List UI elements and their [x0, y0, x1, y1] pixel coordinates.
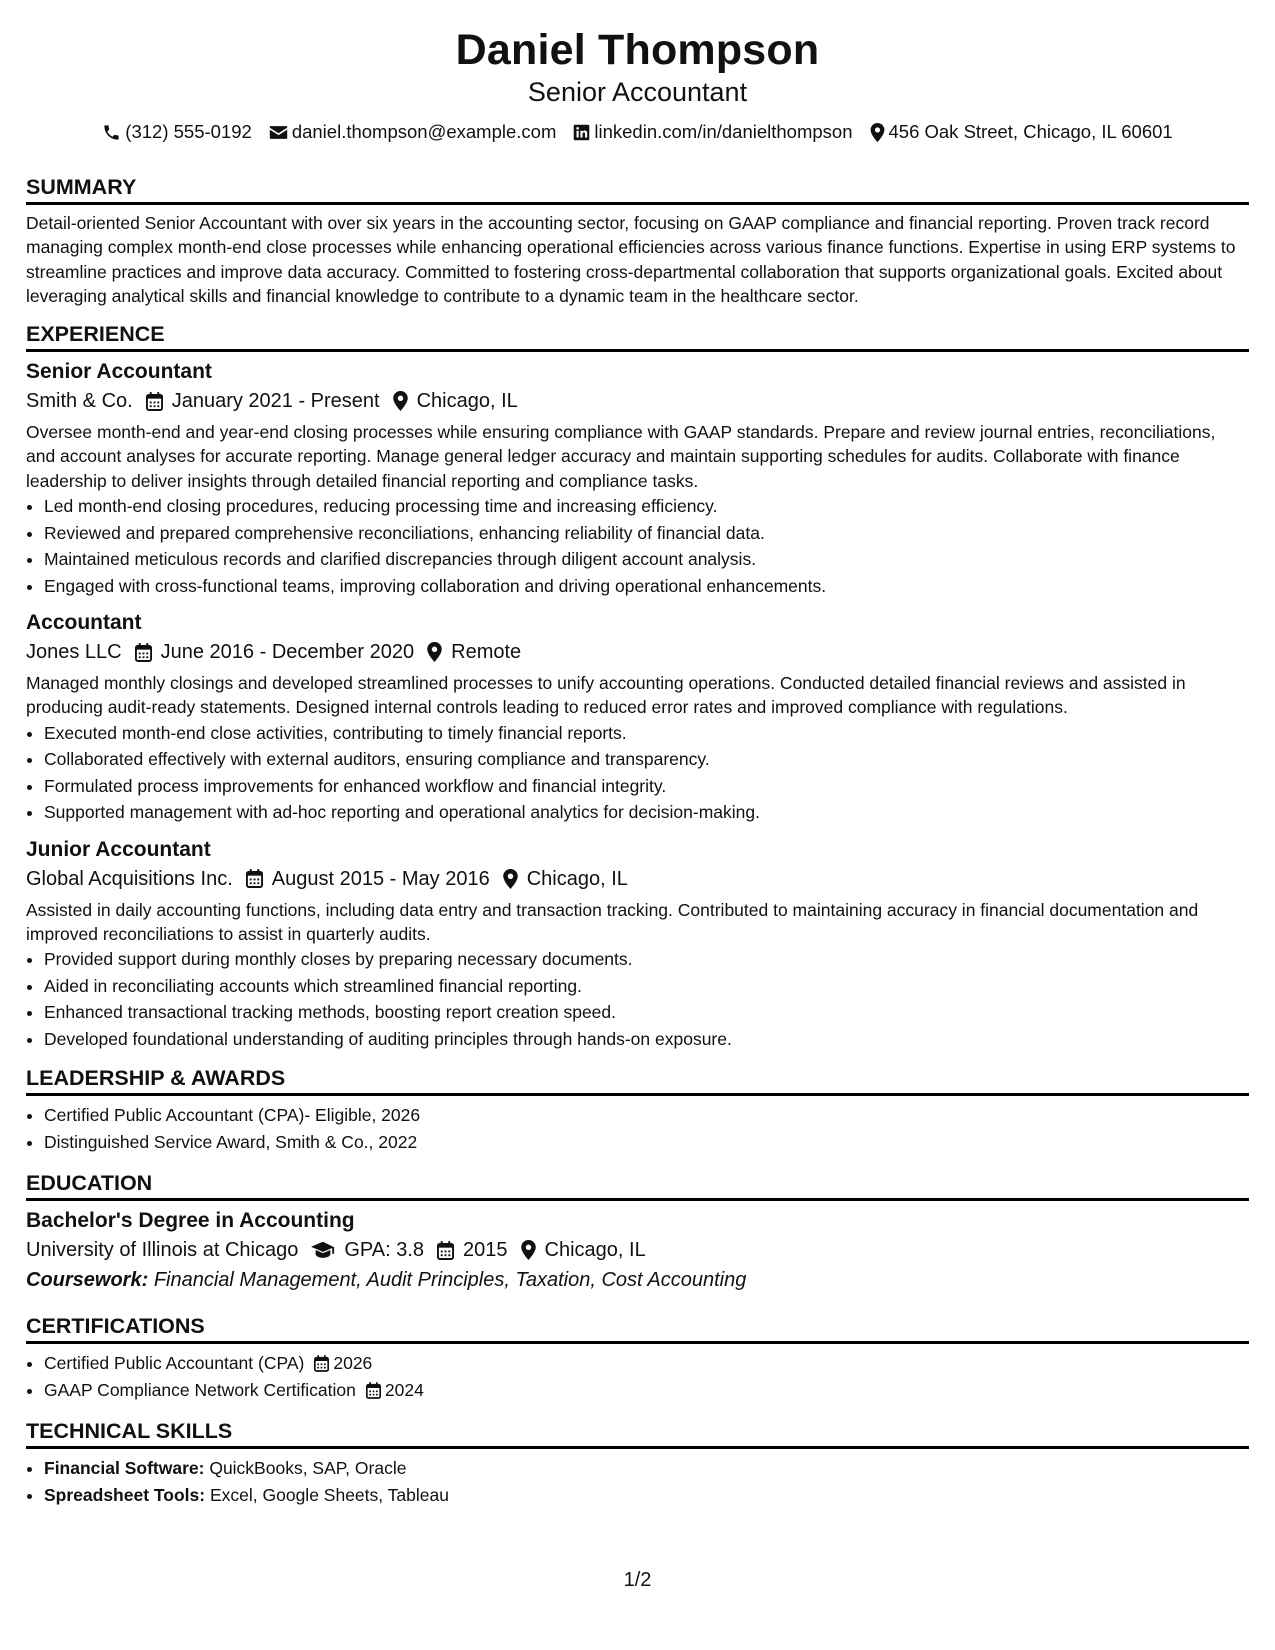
job-dates — [135, 637, 415, 667]
job-meta — [26, 637, 1249, 667]
awards-heading: LEADERSHIP & AWARDS — [26, 1064, 1249, 1096]
job-location — [427, 637, 521, 667]
contact-linkedin[interactable] — [573, 120, 852, 144]
certification-name: • Certified Public Accountant (CPA) — [44, 1353, 305, 1374]
job-dates-text: January 2021 - Present — [171, 390, 380, 413]
experience-section — [26, 320, 1249, 1052]
job-company: Global Acquisitions Inc. — [26, 867, 233, 890]
linkedin-icon — [573, 124, 590, 141]
school-name: University of Illinois at Chicago — [26, 1239, 299, 1262]
job-bullets — [26, 946, 1249, 1052]
contact-phone — [102, 120, 252, 144]
resume-header — [26, 0, 1249, 144]
email-text[interactable]: daniel.thompson@example.com — [291, 121, 557, 142]
job-bullet: • Enhanced transactional tracking methods, boosting report creation speed. — [44, 999, 1249, 1026]
job-location-text: Remote — [451, 641, 522, 664]
education-heading: EDUCATION — [26, 1169, 1249, 1201]
job-location — [503, 864, 628, 894]
certification-name: • GAAP Compliance Network Certification — [44, 1379, 356, 1400]
job-bullet: • Provided support during monthly closes by preparing necessary documents. — [44, 946, 1249, 973]
certifications-section — [26, 1312, 1249, 1403]
job-bullet: • Formulated process improvements for enhanced workflow and financial integrity. — [44, 773, 1249, 800]
calendar-icon — [314, 1355, 329, 1372]
gpa-text: GPA: 3.8 — [344, 1239, 425, 1262]
summary-heading: SUMMARY — [26, 173, 1249, 205]
job-company: Jones LLC — [26, 641, 122, 664]
job-entry — [26, 358, 1249, 599]
job-bullet: • Engaged with cross-functional teams, improving collaboration and driving operational enhancements. — [44, 573, 1249, 600]
education-location-text: Chicago, IL — [544, 1239, 646, 1262]
job-title: Senior Accountant — [26, 360, 212, 384]
linkedin-text[interactable]: linkedin.com/in/danielthompson — [594, 121, 853, 142]
calendar-icon — [437, 1241, 454, 1260]
job-bullet: • Aided in reconciliating accounts which streamlined financial reporting. — [44, 973, 1249, 1000]
summary-text: Detail-oriented Senior Accountant with over six years in the accounting sector, focusing on GAAP compliance and financial reporting. Proven track record managing complex month-end close processes while enhancing operational efficiencies across various finance functions. Expertise in using ERP systems to streamline practices and improve data accuracy. Committed to fostering cross-departmental collaboration that supports organizational goals. Excited about leveraging analytical skills and financial knowledge to contribute to a dynamic team in the healthcare sector. — [26, 213, 1236, 306]
certification-date — [314, 1350, 372, 1377]
skill-value: Excel, Google Sheets, Tableau — [209, 1484, 449, 1505]
phone-icon — [102, 123, 121, 142]
skills-heading: TECHNICAL SKILLS — [26, 1417, 1249, 1449]
contact-row — [26, 120, 1249, 144]
job-bullet: • Collaborated effectively with external auditors, ensuring compliance and transparency. — [44, 746, 1249, 773]
job-location — [393, 386, 518, 416]
job-location-text: Chicago, IL — [416, 390, 518, 413]
education-gpa — [311, 1235, 424, 1265]
summary-section — [26, 173, 1249, 308]
job-title: Accountant — [26, 611, 142, 635]
map-pin-icon — [521, 1240, 536, 1260]
job-location-text: Chicago, IL — [526, 867, 628, 890]
map-pin-icon — [870, 123, 885, 142]
certification-date — [366, 1377, 424, 1404]
graduation-cap-icon — [311, 1241, 335, 1259]
skills-list — [26, 1455, 1249, 1508]
awards-section — [26, 1064, 1249, 1155]
job-bullets — [26, 720, 1249, 826]
job-bullets — [26, 493, 1249, 599]
education-location — [521, 1235, 646, 1265]
job-title: Junior Accountant — [26, 837, 211, 861]
skill-item — [44, 1482, 1249, 1509]
calendar-icon — [146, 392, 163, 411]
skill-item — [44, 1455, 1249, 1482]
awards-list — [26, 1102, 1249, 1155]
job-dates-text: June 2016 - December 2020 — [160, 641, 415, 664]
map-pin-icon — [427, 642, 442, 662]
education-section — [26, 1169, 1249, 1295]
map-pin-icon — [503, 869, 518, 889]
award-item: • Distinguished Service Award, Smith & Co., 2022 — [44, 1129, 1249, 1156]
job-bullet: • Reviewed and prepared comprehensive reconciliations, enhancing reliability of financial data. — [44, 520, 1249, 547]
job-company: Smith & Co. — [26, 390, 133, 413]
job-bullet: • Maintained meticulous records and clarified discrepancies through diligent account analysis. — [44, 546, 1249, 573]
calendar-icon — [246, 869, 263, 888]
job-bullet: • Supported management with ad-hoc reporting and operational analytics for decision-making. — [44, 799, 1249, 826]
candidate-name: Daniel Thompson — [455, 26, 820, 74]
certification-item — [44, 1350, 1249, 1377]
job-entry — [26, 609, 1249, 826]
education-year — [437, 1235, 508, 1265]
coursework-line — [26, 1265, 1249, 1295]
job-description: Assisted in daily accounting functions, including data entry and transaction tracking. Contributed to maintaining accuracy in financial documentation and improved reconciliations to assist in quarterly audits. — [26, 899, 1199, 944]
envelope-icon — [269, 124, 288, 141]
skill-label: Spreadsheet Tools: — [44, 1484, 206, 1505]
certification-year: 2026 — [333, 1353, 373, 1374]
page-number: 1/2 — [623, 1569, 652, 1591]
address-text: 456 Oak Street, Chicago, IL 60601 — [888, 121, 1173, 142]
skill-label: Financial Software: — [44, 1458, 205, 1479]
degree-title: Bachelor's Degree in Accounting — [26, 1209, 355, 1233]
job-description: Managed monthly closings and developed streamlined processes to unify accounting operations. Conducted detailed financial reviews and assisted in producing audit-ready statements. Designed internal controls leading to reduced error rates and improved compliance with regulations. — [26, 673, 1186, 718]
map-pin-icon — [393, 391, 408, 411]
job-dates — [146, 386, 380, 416]
job-dates — [246, 864, 490, 894]
job-bullet: • Led month-end closing procedures, reducing processing time and increasing efficiency. — [44, 493, 1249, 520]
coursework-text: Financial Management, Audit Principles, Taxation, Cost Accounting — [153, 1269, 747, 1292]
job-dates-text: August 2015 - May 2016 — [271, 867, 490, 890]
certifications-list — [26, 1350, 1249, 1403]
education-year-text: 2015 — [463, 1239, 508, 1262]
job-description: Oversee month-end and year-end closing processes while ensuring compliance with GAAP standards. Prepare and review journal entries, reconciliations, and account analyses for accurate reporting. Manage general ledger accuracy and maintain supporting schedules for audits. Collaborate with finance leadership to deliver insights through detailed financial reporting and compliance tasks. — [26, 422, 1216, 491]
certification-year: 2024 — [384, 1379, 424, 1400]
contact-email[interactable] — [269, 120, 557, 144]
job-entry — [26, 836, 1249, 1053]
skill-value: QuickBooks, SAP, Oracle — [209, 1458, 407, 1479]
coursework-label: Coursework: — [26, 1269, 149, 1292]
award-item: • Certified Public Accountant (CPA)- Eligible, 2026 — [44, 1102, 1249, 1129]
candidate-role: Senior Accountant — [527, 77, 748, 107]
experience-heading: EXPERIENCE — [26, 320, 1249, 352]
job-bullet: • Developed foundational understanding of auditing principles through hands-on exposure. — [44, 1026, 1249, 1053]
phone-text: (312) 555-0192 — [125, 121, 252, 142]
job-meta — [26, 386, 1249, 416]
certification-item — [44, 1377, 1249, 1404]
job-bullet: • Executed month-end close activities, contributing to timely financial reports. — [44, 720, 1249, 747]
skills-section — [26, 1417, 1249, 1508]
contact-address — [870, 120, 1173, 144]
calendar-icon — [366, 1382, 381, 1399]
job-meta — [26, 864, 1249, 894]
calendar-icon — [135, 643, 152, 662]
education-meta — [26, 1235, 1249, 1265]
certifications-heading: CERTIFICATIONS — [26, 1312, 1249, 1344]
